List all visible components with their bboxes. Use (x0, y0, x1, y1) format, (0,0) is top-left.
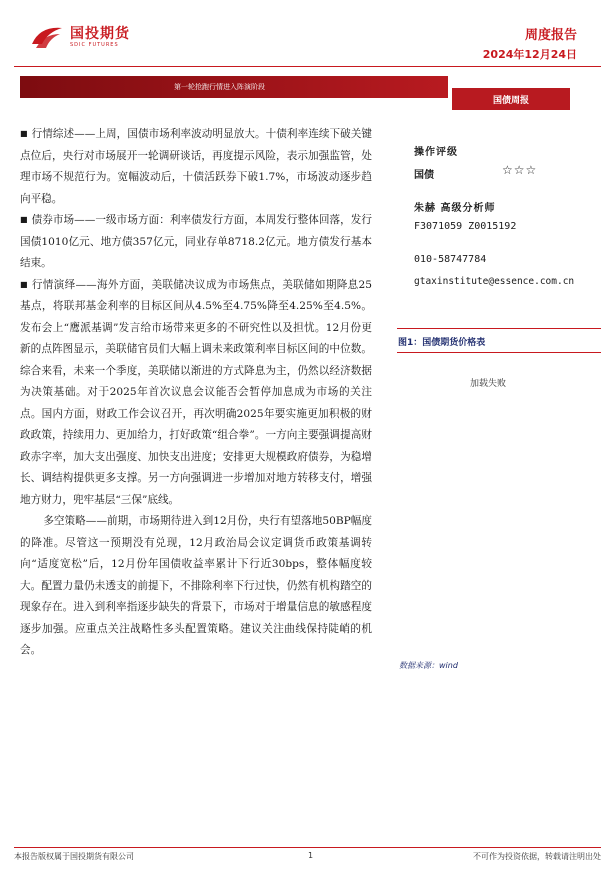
report-title: 第一轮抢跑行情进入阵演阶段 (174, 83, 265, 91)
figure-title: 图1：国债期货价格表 (398, 338, 486, 348)
footer-disclaimer: 不可作为投资依据，转载请注明出处 (473, 852, 601, 861)
figure-load-status: 加载失败 (470, 379, 507, 389)
logo-name-cn: 国投期货 (70, 25, 130, 42)
category-tag: 国债周报 (452, 88, 570, 110)
rating-label: 操作评级 (414, 147, 458, 158)
footer-divider (14, 847, 601, 848)
paragraph-market-summary: ■ 行情综述——上周，国债市场利率波动明显放大。十债利率连续下破关键点位后，央行对市场展开一轮调研谈话，再度提示风险，表示加强监管，处理市场不规范行为。宽幅波动后，十债活跃券下破1.7%，市场波动逐步趋向平稳。 (20, 124, 372, 210)
company-logo (30, 24, 130, 50)
analyst-certificate: F3071059 Z0015192 (414, 221, 517, 232)
rating-item: 国债 (414, 170, 434, 181)
analyst-name: 朱赫 高级分析师 (414, 203, 496, 214)
paragraph-market-drivers: ■ 行情演绎——海外方面，美联储决议成为市场焦点，美联储如期降息25基点，将联邦基金利率的目标区间从4.5%至4.75%降至4.25%至4.5%。发布会上“鹰派基调”发言给市场带来更多的不研究性以及担忧。12月份更新的点阵图显示，美联储官员们大幅上调未来政策利率目标区间的中位数。综合来看，未来一个季度，美联储以渐进的方式降息为主，仍然以经济数据为决策基础。对于2025年首次议息会议能否会暂停加息成为市场的关注点。国内方面，财政工作会议召开，再次明确2025年要实施更加积极的财政政策，持续用力、更加给力，打好政策“组合拳”。一方向主要强调提高财政赤字率，加大支出强度、加快支出进度；安排更大规模政府债券，为稳增长、调结构提供更多支撑。另一方向强调进一步增加对地方转移支付，增强地方财力，兜牢基层“三保”底线。 (20, 275, 372, 512)
rating-stars: ☆☆☆ (502, 163, 538, 177)
figure-image-placeholder (397, 356, 601, 640)
title-banner (20, 76, 448, 98)
paragraph-bond-market: ■ 债券市场——一级市场方面：利率债发行方面，本周发行整体回落，发行国债1010亿元、地方债357亿元，同业存单8718.2亿元。地方债发行基本结束。 (20, 210, 372, 275)
page-number: 1 (308, 851, 314, 860)
figure-source: 数据来源：wind (399, 661, 458, 670)
logo-name-en: SDIC FUTURES (70, 41, 119, 48)
figure-top-rule (397, 328, 601, 329)
logo-mark-icon (30, 24, 64, 50)
report-body (20, 124, 372, 662)
header-divider (14, 66, 601, 67)
analyst-phone: 010-58747784 (414, 254, 487, 265)
paragraph-strategy: 多空策略——前期，市场期待进入到12月份，央行有望落地50BP幅度的降准。尽管这一预期没有兑现，12月政治局会议定调货币政策基调转向“适度宽松”后，12月份年国债收益率累计下行近30bps，整体幅度较大。配置力量仍未透支的前提下，不排除利率下行过快，仍然有机构踏空的现象存在。进入到利率指逐步缺失的背景下，市场对于增量信息的敏感程度逐步加强。应重点关注战略性多头配置策略。建议关注曲线保持陡峭的机会。 (20, 515, 372, 656)
report-date: 2024年12月24日 (482, 48, 577, 61)
figure-title-rule (397, 352, 601, 353)
analyst-email: gtaxinstitute@essence.com.cn (414, 276, 575, 287)
report-type: 周度报告 (524, 28, 577, 43)
footer-copyright: 本报告版权属于国投期货有限公司 (14, 852, 134, 861)
